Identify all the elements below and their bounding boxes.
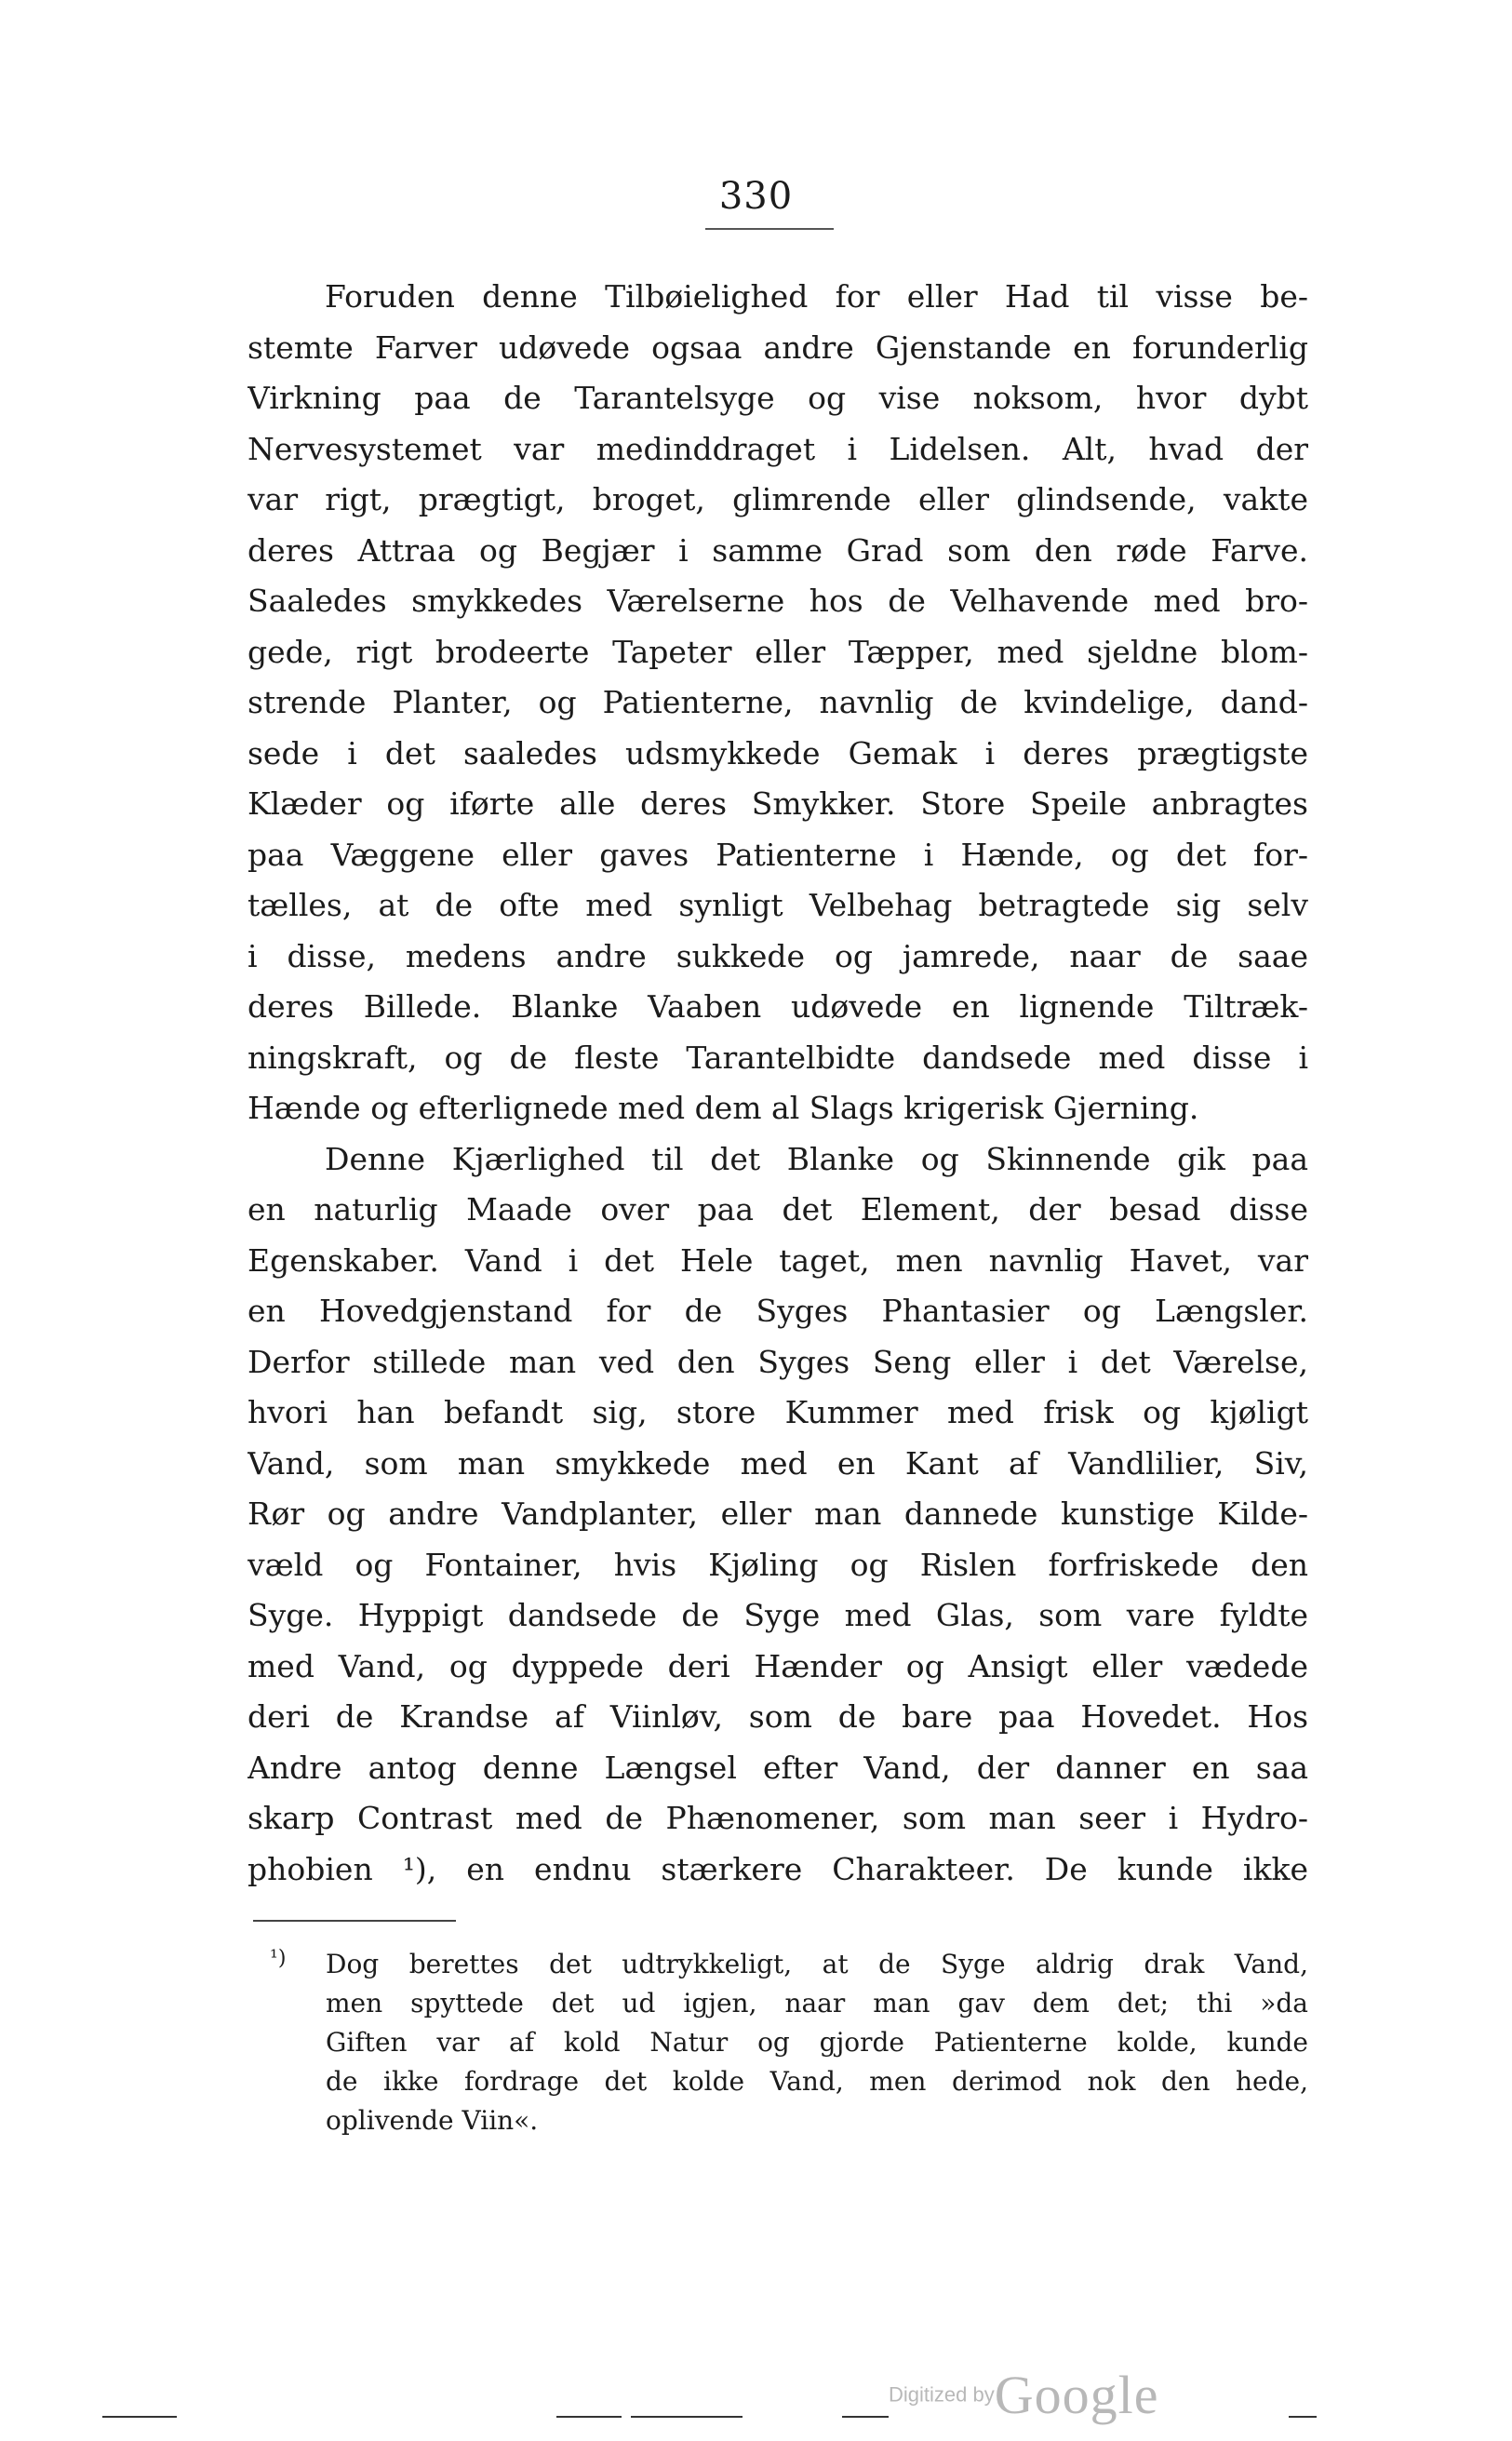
body-line: strende Planter, og Patienterne, navnlig de kvindelige, dand- xyxy=(248,684,1308,720)
scan-artifact-rule xyxy=(842,2416,889,2418)
footnote-line: oplivende Viin«. xyxy=(326,2105,539,2136)
body-line: Nervesystemet var medinddraget i Lidelsen. Alt, hvad der xyxy=(248,430,1308,467)
scan-artifact-rule xyxy=(556,2416,622,2418)
page-number-underline xyxy=(705,228,834,230)
scan-artifact-rule xyxy=(102,2416,177,2418)
body-line: en naturlig Maade over paa det Element, der besad disse xyxy=(248,1191,1308,1227)
footnote-line: Dog berettes det udtrykkeligt, at de Syge aldrig drak Vand, xyxy=(326,1949,1308,1979)
body-line: deres Attraa og Begjær i samme Grad som den røde Farve. xyxy=(248,531,1308,569)
body-line: Foruden denne Tilbøielighed for eller Had til visse be- xyxy=(325,278,1308,315)
scan-artifact-rule xyxy=(1289,2416,1317,2418)
body-line: Hænde og efterlignede med dem al Slags krigerisk Gjerning. xyxy=(248,1090,1199,1126)
body-line: stemte Farver udøvede ogsaa andre Gjenstande en forunderlig xyxy=(248,329,1308,366)
body-line: Saaledes smykkedes Værelserne hos de Velhavende med bro- xyxy=(248,583,1308,619)
body-line: i disse, medens andre sukkede og jamrede, naar de saae xyxy=(248,937,1308,974)
body-line: Syge. Hyppigt dandsede de Syge med Glas, som vare fyldte xyxy=(248,1597,1308,1633)
body-line: hvori han befandt sig, store Kummer med frisk og kjøligt xyxy=(248,1394,1308,1430)
body-line: sede i det saaledes udsmykkede Gemak i deres prægtigste xyxy=(248,734,1308,771)
watermark-prefix: Digitized by xyxy=(889,2382,995,2407)
body-line: skarp Contrast med de Phænomener, som man seer i Hydro- xyxy=(248,1800,1308,1836)
body-line: Derfor stillede man ved den Syges Seng eller i det Værelse, xyxy=(248,1343,1308,1380)
footnote-line: de ikke fordrage det kolde Vand, men derimod nok den hede, xyxy=(326,2066,1308,2097)
body-line: Klæder og iførte alle deres Smykker. Store Speile anbragtes xyxy=(248,785,1308,822)
body-line: deri de Krandse af Viinløv, som de bare paa Hovedet. Hos xyxy=(248,1698,1308,1735)
body-line: tælles, at de ofte med synligt Velbehag betragtede sig selv xyxy=(248,887,1308,923)
body-line: deres Billede. Blanke Vaaben udøvede en lignende Tiltræk- xyxy=(248,988,1308,1025)
body-line: Virkning paa de Tarantelsyge og vise noksom, hvor dybt xyxy=(248,380,1308,416)
footnote-marker: ¹) xyxy=(270,1947,287,1970)
footnote-line: Giften var af kold Natur og gjorde Patienterne kolde, kunde xyxy=(326,2027,1308,2058)
body-line: gede, rigt brodeerte Tapeter eller Tæpper, med sjeldne blom- xyxy=(248,633,1308,670)
digitized-by-google-watermark xyxy=(889,2364,1158,2426)
body-line: ningskraft, og de fleste Tarantelbidte dandsede med disse i xyxy=(248,1039,1308,1076)
body-line: var rigt, prægtigt, broget, glimrende eller glindsende, vakte xyxy=(248,481,1308,517)
body-line: Denne Kjærlighed til det Blanke og Skinnende gik paa xyxy=(325,1140,1308,1177)
footnote xyxy=(270,1945,1308,2140)
body-text xyxy=(248,272,1308,1895)
body-line: Rør og andre Vandplanter, eller man dannede kunstige Kilde- xyxy=(248,1495,1308,1532)
scan-artifact-rule xyxy=(631,2416,743,2418)
body-line: væld og Fontainer, hvis Kjøling og Rislen forfriskede den xyxy=(248,1546,1308,1583)
footnote-separator xyxy=(253,1920,456,1922)
footnote-line: men spyttede det ud igjen, naar man gav dem det; thi »da xyxy=(326,1988,1308,2019)
body-line: phobien ¹), en endnu stærkere Charakteer. De kunde ikke xyxy=(248,1850,1308,1887)
body-line: Vand, som man smykkede med en Kant af Vandlilier, Siv, xyxy=(248,1444,1308,1482)
body-line: Egenskaber. Vand i det Hele taget, men navnlig Havet, var xyxy=(248,1241,1308,1279)
body-line: Andre antog denne Længsel efter Vand, der danner en saa xyxy=(248,1749,1308,1786)
body-line: paa Væggene eller gaves Patienterne i Hænde, og det for- xyxy=(248,836,1308,873)
body-line: en Hovedgjenstand for de Syges Phantasier og Længsler. xyxy=(248,1293,1308,1329)
page-number: 330 xyxy=(718,175,794,218)
body-line: med Vand, og dyppede deri Hænder og Ansigt eller vædede xyxy=(248,1647,1308,1684)
google-logo: Google xyxy=(994,2365,1159,2425)
